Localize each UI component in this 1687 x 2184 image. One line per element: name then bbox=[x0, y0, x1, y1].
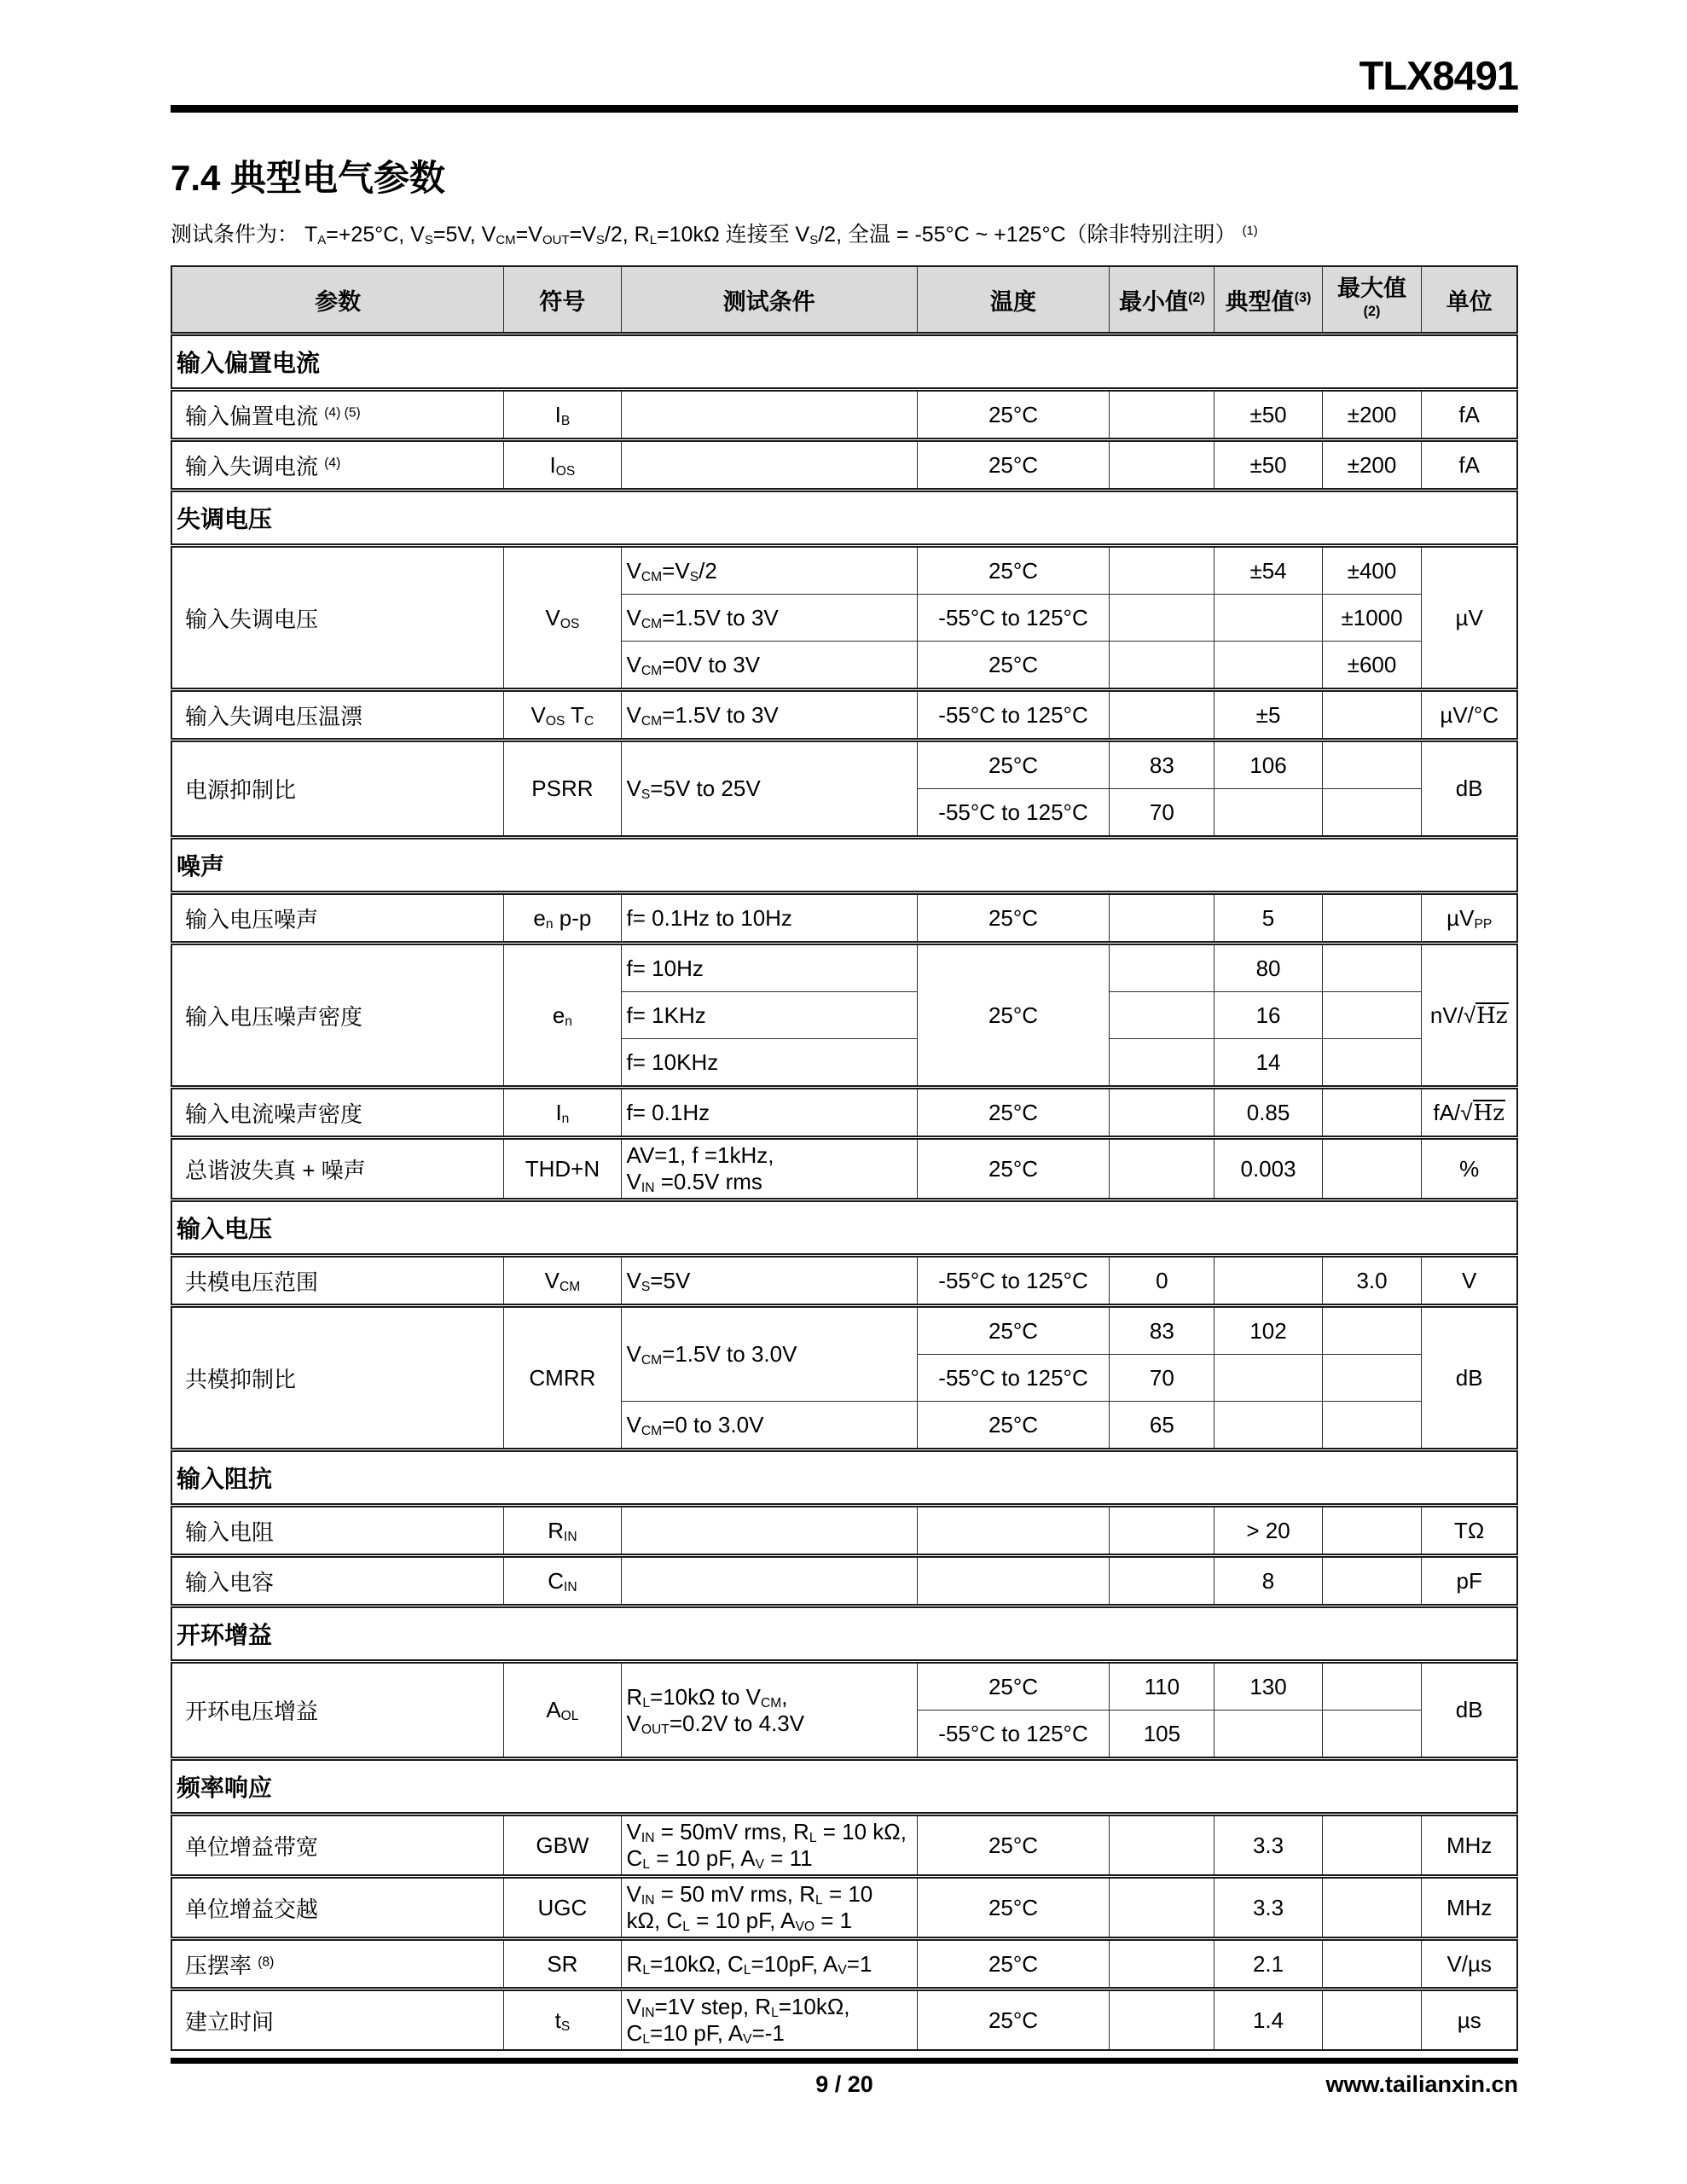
table-cell bbox=[1110, 642, 1215, 690]
table-cell: 输入电压噪声密度 bbox=[171, 944, 504, 1088]
table-row bbox=[171, 546, 1517, 595]
table-cell: $C_{IN}$ bbox=[504, 1556, 621, 1606]
footer-rule bbox=[171, 2058, 1518, 2064]
table-cell bbox=[1215, 1402, 1322, 1450]
column-header: 最小值$^{(2)}$ bbox=[1110, 266, 1215, 334]
table-cell bbox=[1322, 1039, 1422, 1088]
table-cell: $V_S=5V$ bbox=[621, 1256, 917, 1306]
section-title-cell: 噪声 bbox=[171, 838, 1517, 893]
section-row bbox=[171, 491, 1517, 546]
table-cell bbox=[1110, 1088, 1215, 1138]
section-row bbox=[171, 1606, 1517, 1662]
table-cell bbox=[917, 1506, 1110, 1556]
table-cell: -55°C to 125°C bbox=[917, 690, 1110, 741]
table-cell: 25°C bbox=[917, 1662, 1110, 1711]
table-cell bbox=[1322, 1662, 1422, 1711]
table-cell: 输入失调电压温漂 bbox=[171, 690, 504, 741]
table-cell: $V_{CM}=1.5V$ to 3V bbox=[621, 595, 917, 642]
part-number-title: TLX8491 bbox=[1359, 53, 1518, 98]
section-title-cell: 输入阻抗 bbox=[171, 1450, 1517, 1506]
table-cell: ±54 bbox=[1215, 546, 1322, 595]
table-cell: $V_{OS}$ $T_C$ bbox=[504, 690, 621, 741]
table-cell: -55°C to 125°C bbox=[917, 1711, 1110, 1759]
table-cell bbox=[1110, 893, 1215, 944]
parameters-table bbox=[171, 265, 1518, 2051]
table-cell: 压摆率 $^{(8)}$ bbox=[171, 1939, 504, 1989]
table-cell: $V_{CM}=0V$ to 3V bbox=[621, 642, 917, 690]
table-row bbox=[171, 944, 1517, 992]
table-cell bbox=[621, 390, 917, 440]
table-cell: 25°C bbox=[917, 1989, 1110, 2051]
section-row bbox=[171, 1759, 1517, 1815]
table-cell: > 20 bbox=[1215, 1506, 1322, 1556]
table-cell bbox=[1110, 1815, 1215, 1877]
table-row bbox=[171, 741, 1517, 789]
table-cell: 3.0 bbox=[1322, 1256, 1422, 1306]
table-cell bbox=[1322, 1989, 1422, 2051]
table-cell: f= 0.1Hz bbox=[621, 1088, 917, 1138]
table-cell: $A_{OL}$ bbox=[504, 1662, 621, 1759]
table-cell bbox=[1110, 992, 1215, 1039]
table-cell: 建立时间 bbox=[171, 1989, 504, 2051]
table-cell: $I_n$ bbox=[504, 1088, 621, 1138]
table-cell bbox=[1322, 1556, 1422, 1606]
table-cell: 14 bbox=[1215, 1039, 1322, 1088]
table-cell: -55°C to 125°C bbox=[917, 595, 1110, 642]
table-cell: ±200 bbox=[1322, 390, 1422, 440]
table-cell: $V_{CM}=0$ to 3.0V bbox=[621, 1402, 917, 1450]
column-header: 测试条件 bbox=[621, 266, 917, 334]
table-cell: $t_S$ bbox=[504, 1989, 621, 2051]
table-cell: $V_{IN} = 50$ mV rms, $R_L = 10$ kΩ, $C_L = 10$ pF, $A_{VO} = 1$ bbox=[621, 1877, 917, 1939]
table-cell bbox=[917, 1556, 1110, 1606]
document-header bbox=[171, 0, 1518, 96]
table-cell bbox=[1110, 1039, 1215, 1088]
table-cell bbox=[1322, 1306, 1422, 1355]
column-header: 典型值$^{(3)}$ bbox=[1215, 266, 1322, 334]
table-cell: $R_L=10k\Omega$, $C_L=10pF$, $A_V=1$ bbox=[621, 1939, 917, 1989]
section-title-cell: 失调电压 bbox=[171, 491, 1517, 546]
table-cell bbox=[621, 440, 917, 491]
table-cell bbox=[1215, 595, 1322, 642]
table-cell bbox=[1110, 1989, 1215, 2051]
section-row bbox=[171, 1450, 1517, 1506]
table-cell: 70 bbox=[1110, 789, 1215, 838]
table-cell: 单位增益带宽 bbox=[171, 1815, 504, 1877]
table-cell: dB bbox=[1422, 1662, 1517, 1759]
table-cell bbox=[1322, 1815, 1422, 1877]
table-cell bbox=[1322, 893, 1422, 944]
table-cell: 输入偏置电流 $^{(4) (5)}$ bbox=[171, 390, 504, 440]
table-cell: 输入电压噪声 bbox=[171, 893, 504, 944]
table-cell: -55°C to 125°C bbox=[917, 1355, 1110, 1402]
table-cell: ±200 bbox=[1322, 440, 1422, 491]
table-cell bbox=[1110, 1877, 1215, 1939]
table-cell bbox=[1322, 1711, 1422, 1759]
table-row bbox=[171, 1138, 1517, 1200]
table-row bbox=[171, 440, 1517, 491]
table-cell: V/µs bbox=[1422, 1939, 1517, 1989]
section-row bbox=[171, 1200, 1517, 1256]
table-cell bbox=[621, 1556, 917, 1606]
table-cell: 105 bbox=[1110, 1711, 1215, 1759]
table-cell bbox=[1215, 1355, 1322, 1402]
table-row bbox=[171, 390, 1517, 440]
table-cell: 开环电压增益 bbox=[171, 1662, 504, 1759]
table-cell: 输入电流噪声密度 bbox=[171, 1088, 504, 1138]
table-cell: GBW bbox=[504, 1815, 621, 1877]
table-cell: 输入电容 bbox=[171, 1556, 504, 1606]
table-cell: fA bbox=[1422, 390, 1517, 440]
website-link[interactable]: www.tailianxin.cn bbox=[1325, 2071, 1518, 2097]
page-number: 9 / 20 bbox=[815, 2071, 873, 2097]
column-header: 参数 bbox=[171, 266, 504, 334]
page-footer bbox=[171, 2058, 1518, 2098]
table-cell: THD+N bbox=[504, 1138, 621, 1200]
table-cell: PSRR bbox=[504, 741, 621, 838]
table-cell: $V_{CM}=1.5V$ to 3.0V bbox=[621, 1306, 917, 1402]
table-cell: 70 bbox=[1110, 1355, 1215, 1402]
table-cell: 2.1 bbox=[1215, 1939, 1322, 1989]
table-cell: f= 0.1Hz to 10Hz bbox=[621, 893, 917, 944]
table-cell: 25°C bbox=[917, 893, 1110, 944]
table-cell bbox=[1215, 1256, 1322, 1306]
table-cell: 0.003 bbox=[1215, 1138, 1322, 1200]
column-header: 单位 bbox=[1422, 266, 1517, 334]
table-cell bbox=[1322, 1402, 1422, 1450]
table-cell: pF bbox=[1422, 1556, 1517, 1606]
table-cell: $R_L=10k\Omega$ to $V_{CM}$, $V_{OUT}=0.2V$ to 4.3V bbox=[621, 1662, 917, 1759]
table-cell bbox=[621, 1506, 917, 1556]
table-row bbox=[171, 1662, 1517, 1711]
header-rule bbox=[171, 105, 1518, 113]
table-cell: 输入电阻 bbox=[171, 1506, 504, 1556]
table-row bbox=[171, 1256, 1517, 1306]
table-cell: µs bbox=[1422, 1989, 1517, 2051]
section-title-cell: 输入电压 bbox=[171, 1200, 1517, 1256]
table-cell bbox=[1322, 1506, 1422, 1556]
test-conditions-note: 测试条件为： $T_A=+25^\circ C$, $V_S=5V$, $V_{CM}=V_{OUT}=V_S/2$, $R_L=10k\Omega$ 连接至 $V_S/2$, 全温 = -55°C ~ +125°C（除非特别注明） $^{(1)}$ bbox=[171, 222, 1258, 247]
table-cell bbox=[1215, 789, 1322, 838]
table-cell bbox=[1110, 390, 1215, 440]
table-cell: 0.85 bbox=[1215, 1088, 1322, 1138]
table-cell: nV/√Hz bbox=[1422, 944, 1517, 1088]
section-title-cell: 输入偏置电流 bbox=[171, 334, 1517, 390]
table-cell bbox=[1322, 1138, 1422, 1200]
table-cell: ±50 bbox=[1215, 390, 1322, 440]
table-cell bbox=[1322, 1877, 1422, 1939]
table-cell: 80 bbox=[1215, 944, 1322, 992]
table-cell bbox=[1215, 1711, 1322, 1759]
table-cell: MHz bbox=[1422, 1815, 1517, 1877]
table-cell: $I_{OS}$ bbox=[504, 440, 621, 491]
table-cell: 3.3 bbox=[1215, 1877, 1322, 1939]
table-cell: -55°C to 125°C bbox=[917, 789, 1110, 838]
table-cell bbox=[1110, 1939, 1215, 1989]
table-cell: f= 1KHz bbox=[621, 992, 917, 1039]
table-cell: UGC bbox=[504, 1877, 621, 1939]
table-cell: 输入失调电压 bbox=[171, 546, 504, 690]
table-cell bbox=[1322, 1088, 1422, 1138]
table-row bbox=[171, 1306, 1517, 1355]
table-cell: MHz bbox=[1422, 1877, 1517, 1939]
table-cell: 25°C bbox=[917, 1815, 1110, 1877]
table-cell: 25°C bbox=[917, 642, 1110, 690]
table-cell: 106 bbox=[1215, 741, 1322, 789]
table-cell: 25°C bbox=[917, 1138, 1110, 1200]
table-cell bbox=[1110, 690, 1215, 741]
column-header: 温度 bbox=[917, 266, 1110, 334]
table-cell: 共模电压范围 bbox=[171, 1256, 504, 1306]
table-cell: 25°C bbox=[917, 390, 1110, 440]
column-header: 符号 bbox=[504, 266, 621, 334]
table-cell bbox=[1110, 1138, 1215, 1200]
table-row bbox=[171, 690, 1517, 741]
table-cell bbox=[1110, 944, 1215, 992]
table-cell: ±50 bbox=[1215, 440, 1322, 491]
table-cell: 5 bbox=[1215, 893, 1322, 944]
table-cell: $V_{OS}$ bbox=[504, 546, 621, 690]
table-cell: $V_{IN}=1V$ step, $R_L=10k\Omega$, $C_L=10$ pF, $A_V=-1$ bbox=[621, 1989, 917, 2051]
table-cell: dB bbox=[1422, 1306, 1517, 1450]
table-row bbox=[171, 1989, 1517, 2051]
table-cell: $e_n$ p-p bbox=[504, 893, 621, 944]
table-cell: $I_B$ bbox=[504, 390, 621, 440]
table-cell: 25°C bbox=[917, 741, 1110, 789]
table-cell: dB bbox=[1422, 741, 1517, 838]
table-cell: 单位增益交越 bbox=[171, 1877, 504, 1939]
table-cell: 83 bbox=[1110, 741, 1215, 789]
table-cell: 0 bbox=[1110, 1256, 1215, 1306]
table-cell: ±1000 bbox=[1322, 595, 1422, 642]
table-cell bbox=[1215, 642, 1322, 690]
table-cell: 1.4 bbox=[1215, 1989, 1322, 2051]
table-row bbox=[171, 893, 1517, 944]
table-cell: fA bbox=[1422, 440, 1517, 491]
table-cell: µV$_{PP}$ bbox=[1422, 893, 1517, 944]
column-header: 最大值$^{(2)}$ bbox=[1322, 266, 1422, 334]
table-cell: 共模抑制比 bbox=[171, 1306, 504, 1450]
table-cell: 110 bbox=[1110, 1662, 1215, 1711]
table-cell: 3.3 bbox=[1215, 1815, 1322, 1877]
table-cell bbox=[1322, 944, 1422, 992]
table-row bbox=[171, 1877, 1517, 1939]
table-cell: µV/°C bbox=[1422, 690, 1517, 741]
table-body bbox=[171, 334, 1517, 2051]
table-cell bbox=[1322, 741, 1422, 789]
table-cell: f= 10Hz bbox=[621, 944, 917, 992]
table-cell: 130 bbox=[1215, 1662, 1322, 1711]
table-cell: 25°C bbox=[917, 1306, 1110, 1355]
table-cell: 102 bbox=[1215, 1306, 1322, 1355]
table-cell: 电源抑制比 bbox=[171, 741, 504, 838]
table-cell bbox=[1110, 546, 1215, 595]
table-cell: AV=1, f =1kHz, $V_{IN} =0.5V$ rms bbox=[621, 1138, 917, 1200]
table-cell bbox=[1322, 1939, 1422, 1989]
section-title-cell: 开环增益 bbox=[171, 1606, 1517, 1662]
table-cell: $V_{CM}$ bbox=[504, 1256, 621, 1306]
table-cell: 输入失调电流 $^{(4)}$ bbox=[171, 440, 504, 491]
section-row bbox=[171, 334, 1517, 390]
table-cell bbox=[1110, 595, 1215, 642]
table-cell bbox=[1322, 1355, 1422, 1402]
table-row bbox=[171, 1506, 1517, 1556]
table-cell: SR bbox=[504, 1939, 621, 1989]
table-cell bbox=[1322, 690, 1422, 741]
table-cell bbox=[1110, 1506, 1215, 1556]
table-row bbox=[171, 1939, 1517, 1989]
table-cell: $R_{IN}$ bbox=[504, 1506, 621, 1556]
table-cell: fA/√Hz bbox=[1422, 1088, 1517, 1138]
table-cell: % bbox=[1422, 1138, 1517, 1200]
table-cell bbox=[1322, 992, 1422, 1039]
table-cell: -55°C to 125°C bbox=[917, 1256, 1110, 1306]
table-cell: 25°C bbox=[917, 1939, 1110, 1989]
table-cell: 25°C bbox=[917, 440, 1110, 491]
table-cell bbox=[1322, 789, 1422, 838]
table-cell: TΩ bbox=[1422, 1506, 1517, 1556]
table-cell: V bbox=[1422, 1256, 1517, 1306]
table-cell: 25°C bbox=[917, 1402, 1110, 1450]
table-cell bbox=[1110, 440, 1215, 491]
table-cell: 65 bbox=[1110, 1402, 1215, 1450]
table-cell bbox=[1110, 1556, 1215, 1606]
table-cell: 25°C bbox=[917, 944, 1110, 1088]
table-cell: $V_S=5V$ to 25V bbox=[621, 741, 917, 838]
table-cell: $V_{IN} = 50mV$ rms, $R_L = 10$ kΩ, $C_L = 10$ pF, $A_V = 11$ bbox=[621, 1815, 917, 1877]
table-cell: ±400 bbox=[1322, 546, 1422, 595]
table-cell: 8 bbox=[1215, 1556, 1322, 1606]
section-title: 7.4 典型电气参数 bbox=[171, 158, 446, 199]
table-cell: 83 bbox=[1110, 1306, 1215, 1355]
table-row bbox=[171, 1815, 1517, 1877]
table-header bbox=[171, 266, 1517, 334]
section-row bbox=[171, 838, 1517, 893]
table-cell: 25°C bbox=[917, 1088, 1110, 1138]
table-cell: µV bbox=[1422, 546, 1517, 690]
table-cell: 16 bbox=[1215, 992, 1322, 1039]
table-cell: CMRR bbox=[504, 1306, 621, 1450]
table-row bbox=[171, 1556, 1517, 1606]
table-cell: 25°C bbox=[917, 546, 1110, 595]
table-cell: $V_{CM}=V_S/2$ bbox=[621, 546, 917, 595]
table-cell: ±5 bbox=[1215, 690, 1322, 741]
table-cell: $V_{CM}=1.5V$ to 3V bbox=[621, 690, 917, 741]
section-title-cell: 频率响应 bbox=[171, 1759, 1517, 1815]
header-row bbox=[171, 266, 1517, 334]
table-cell: $e_n$ bbox=[504, 944, 621, 1088]
table-cell: f= 10KHz bbox=[621, 1039, 917, 1088]
table-cell: ±600 bbox=[1322, 642, 1422, 690]
table-cell: 25°C bbox=[917, 1877, 1110, 1939]
table-row bbox=[171, 1088, 1517, 1138]
table-cell: 总谐波失真 + 噪声 bbox=[171, 1138, 504, 1200]
